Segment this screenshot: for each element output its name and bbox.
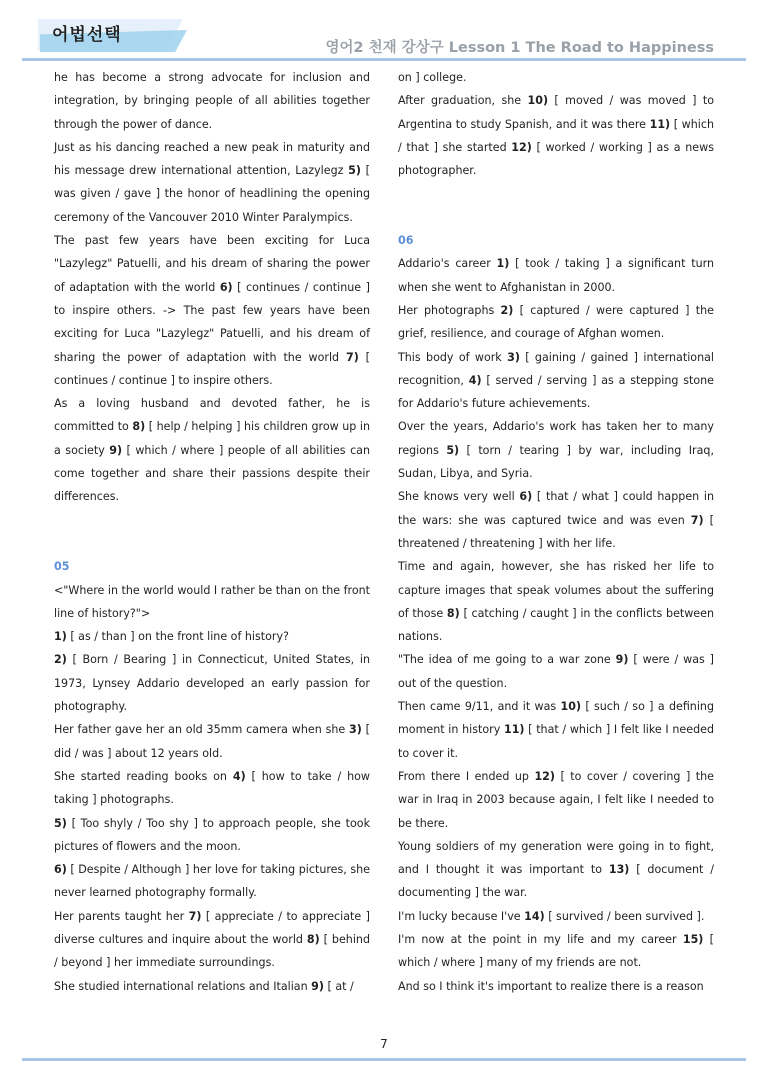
- sentence-text: The past few years have been exciting for Luca "Lazylegz" Patuelli, and his dream of sharing the power of adaptation with the world: [54, 234, 370, 294]
- sentence-text: [ Born / Bearing ] in Connecticut, United States, in 1973, Lynsey Addario developed an early passion for photography.: [54, 653, 370, 714]
- sentence-text: I'm lucky because I've: [398, 909, 525, 923]
- sentence-paragraph: [54, 136, 370, 229]
- sentence-text: [ survived / been survived ].: [544, 909, 705, 923]
- sentence-paragraph: [54, 648, 370, 718]
- sentence-text: Her photographs: [398, 303, 501, 317]
- sentence-paragraph: [54, 858, 370, 905]
- sentence-text: She knows very well: [398, 490, 520, 504]
- question-number: 4): [232, 769, 246, 783]
- sentence-paragraph: [398, 765, 714, 835]
- sentence-text: As a loving husband and devoted father, he is committed to: [54, 397, 370, 434]
- sentence-paragraph: [54, 765, 370, 812]
- sentence-text: [ gaining / gained ] international recognition,: [398, 350, 714, 387]
- sentence-text: on ] college.: [398, 71, 467, 84]
- sentence-text: [ moved / was moved ] to Argentina to study Spanish, and it was there: [398, 94, 715, 131]
- sentence-text: [ behind / beyond ] her immediate surroundings.: [54, 932, 370, 970]
- question-number: 9): [615, 653, 629, 667]
- question-number: 11): [649, 117, 671, 131]
- question-number: 7): [188, 909, 202, 923]
- sentence-paragraph: [54, 905, 370, 975]
- question-number: 1): [54, 630, 67, 644]
- question-number: 1): [496, 257, 510, 271]
- sentence-paragraph: [54, 66, 370, 136]
- sentence-text: [ such / so ] a defining moment in history: [398, 700, 714, 737]
- sentence-paragraph: [398, 89, 714, 182]
- sentence-text: [ as / than ] on the front line of history?: [66, 630, 289, 644]
- question-number: 6): [519, 490, 533, 504]
- question-number: 8): [132, 420, 146, 434]
- sentence-text: After graduation, she: [398, 94, 528, 108]
- sentence-text: [ which / where ] people of all abilities can come together and share their passions despite their differences.: [54, 443, 371, 504]
- question-number: 10): [527, 94, 549, 108]
- sentence-text: [ at /: [323, 979, 354, 993]
- section-spacer: [398, 182, 714, 229]
- left-column: [54, 66, 370, 998]
- sentence-paragraph: [54, 718, 370, 765]
- sentence-paragraph: [54, 975, 370, 998]
- question-number: 8): [306, 932, 320, 946]
- sentence-paragraph: [398, 346, 714, 416]
- sentence-text: She started reading books on: [54, 769, 233, 783]
- page-title: 영어2 천재 강상구 Lesson 1 The Road to Happiness: [325, 40, 714, 56]
- header-divider: [22, 58, 746, 61]
- question-number: 2): [54, 653, 67, 667]
- question-number: 11): [503, 723, 525, 737]
- question-number: 14): [524, 909, 545, 923]
- sentence-text: [ which / where ] many of my friends are not.: [398, 932, 714, 970]
- sentence-text: Just as his dancing reached a new peak in maturity and his message drew international attention, Lazylegz: [54, 140, 370, 178]
- question-number: 9): [109, 443, 123, 457]
- sentence-text: From there I ended up: [398, 769, 535, 783]
- sentence-paragraph: [398, 905, 714, 928]
- sentence-text: Time and again, however, she has risked her life to capture images that speak volumes about the suffering of those: [398, 560, 714, 620]
- sentence-paragraph: [398, 648, 714, 695]
- question-number: 3): [507, 350, 520, 364]
- question-number: 5): [348, 164, 361, 178]
- sentence-text: [ document / documenting ] the war.: [398, 863, 714, 900]
- sentence-text: Young soldiers of my generation were going in to fight, and I thought it was important to: [398, 839, 714, 877]
- question-number: 2): [500, 303, 514, 317]
- question-number: 8): [446, 606, 460, 620]
- question-number: 3): [349, 723, 362, 737]
- sentence-paragraph: [54, 392, 370, 508]
- sentence-text: [ which / that ] she started: [398, 117, 714, 154]
- sentence-paragraph: [54, 625, 370, 648]
- sentence-text: [ worked / working ] as a news photographer.: [398, 140, 714, 178]
- sentence-paragraph: [398, 835, 714, 905]
- sentence-paragraph: [54, 579, 370, 626]
- sentence-text: <"Where in the world would I rather be than on the front line of history?">: [54, 583, 370, 620]
- sentence-paragraph: [398, 485, 714, 555]
- sentence-paragraph: [398, 252, 714, 299]
- sentence-text: [ did / was ] about 12 years old.: [54, 723, 370, 760]
- sentence-text: [ catching / caught ] in the conflicts between nations.: [398, 606, 714, 644]
- sentence-text: [ continues / continue ] to inspire others.: [54, 350, 370, 387]
- sentence-text: This body of work: [398, 350, 508, 364]
- section-spacer: [54, 509, 370, 556]
- question-number: 6): [219, 280, 233, 294]
- section-number: 05: [54, 560, 70, 574]
- sentence-text: [ served / serving ] as a stepping stone for Addario's future achievements.: [398, 373, 714, 411]
- sentence-text: [ took / taking ] a significant turn when she went to Afghanistan in 2000.: [398, 257, 714, 294]
- sentence-paragraph: [54, 812, 370, 859]
- sentence-text: [ Despite / Although ] her love for taking pictures, she never learned photography formally.: [54, 863, 370, 900]
- question-number: 6): [54, 863, 67, 877]
- sentence-paragraph: [398, 299, 714, 346]
- section-badge: 어법선택: [52, 25, 122, 45]
- question-number: 13): [608, 863, 630, 877]
- sentence-paragraph: [54, 229, 370, 392]
- question-number: 5): [54, 816, 67, 830]
- right-column: [398, 66, 714, 998]
- question-number: 10): [560, 700, 582, 714]
- sentence-text: And so I think it's important to realize there is a reason: [398, 979, 704, 993]
- sentence-text: [ that / which ] I felt like I needed to cover it.: [398, 723, 714, 760]
- sentence-paragraph: [398, 928, 714, 975]
- sentence-text: [ to cover / covering ] the war in Iraq in 2003 because again, I felt like I needed to be there.: [398, 769, 714, 830]
- sentence-text: [ that / what ] could happen in the wars: she was captured twice and was even: [398, 490, 714, 527]
- sentence-text: [ Too shyly / Too shy ] to approach people, she took pictures of flowers and the moon.: [54, 816, 370, 853]
- sentence-text: I'm now at the point in my life and my career: [398, 932, 683, 946]
- sentence-text: Her parents taught her: [54, 909, 189, 923]
- section-number: 06: [398, 234, 414, 248]
- sentence-text: [ was given / gave ] the honor of headlining the opening ceremony of the Vancouver 2010 Winter Paralympics.: [54, 164, 370, 224]
- sentence-paragraph: [398, 415, 714, 485]
- sentence-paragraph: [398, 975, 714, 998]
- sentence-text: [ torn / tearing ] by war, including Iraq, Sudan, Libya, and Syria.: [398, 443, 714, 481]
- sentence-text: [ captured / were captured ] the grief, resilience, and courage of Afghan women.: [398, 303, 714, 341]
- sentence-text: Addario's career: [398, 257, 497, 271]
- question-number: 12): [511, 140, 532, 154]
- question-number: 5): [446, 443, 460, 457]
- sentence-paragraph: [398, 66, 714, 89]
- page-header: [0, 0, 768, 62]
- page-number: 7: [380, 1037, 388, 1051]
- question-number: 15): [682, 932, 704, 946]
- question-number: 7): [690, 513, 704, 527]
- footer-divider: [22, 1058, 746, 1061]
- sentence-text: Then came 9/11, and it was: [398, 700, 561, 714]
- sentence-paragraph: [398, 555, 714, 648]
- sentence-text: [ appreciate / to appreciate ] diverse cultures and inquire about the world: [54, 909, 370, 946]
- sentence-text: [ were / was ] out of the question.: [398, 653, 714, 690]
- sentence-text: [ continues / continue ] to inspire others. -> The past few years have been exciting for Luca "Lazylegz" Patuelli, and his dream of sharing the power of adaptation with the world: [54, 280, 370, 364]
- sentence-text: Her father gave her an old 35mm camera when she: [54, 723, 350, 737]
- sentence-text: [ threatened / threatening ] with her life.: [398, 513, 714, 550]
- question-number: 7): [345, 350, 359, 364]
- question-number: 4): [468, 373, 482, 387]
- sentence-text: [ help / helping ] his children grow up in a society: [54, 420, 370, 457]
- sentence-paragraph: [398, 695, 714, 765]
- sentence-text: he has become a strong advocate for inclusion and integration, by bringing people of all abilities together through the power of dance.: [54, 71, 370, 131]
- sentence-text: Over the years, Addario's work has taken her to many regions: [398, 420, 714, 457]
- sentence-text: [ how to take / how taking ] photographs.: [54, 769, 371, 807]
- sentence-text: "The idea of me going to a war zone: [398, 653, 616, 667]
- sentence-text: She studied international relations and Italian: [54, 979, 312, 993]
- question-number: 9): [311, 979, 324, 993]
- question-number: 12): [534, 769, 555, 783]
